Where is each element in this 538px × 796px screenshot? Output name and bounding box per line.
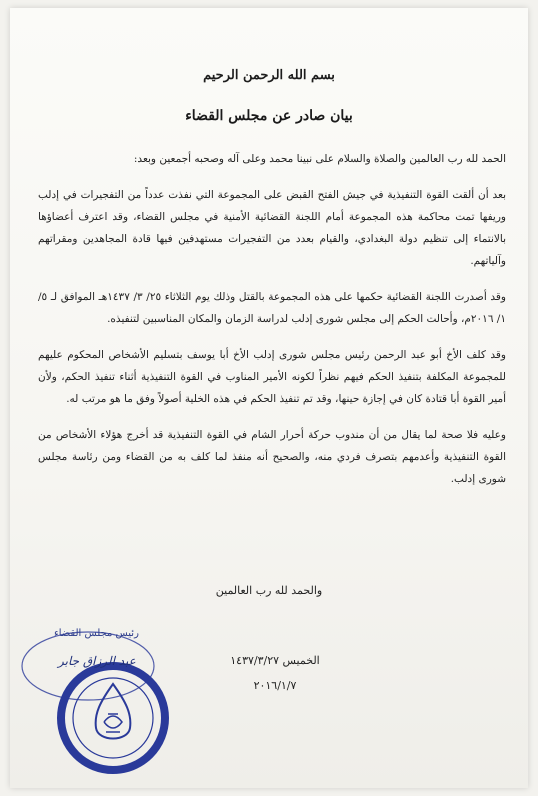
paragraph-opening: الحمد لله رب العالمين والصلاة والسلام على نبينا محمد وعلى آله وصحبه أجمعين وبعد: (133, 153, 506, 165)
basmala-heading: بسم الله الرحمن الرحيم (203, 68, 335, 83)
paragraph-arrest: بعد أن ألقت القوة التنفيذية في جيش الفتح القبض على المجموعة التي نفذت عدداً من التفجيرات في إدلب وريفها تمت محاكمة هذه المجموعة أمام اللجنة القضائية الأمنية في مجلس القضاء، وقد اعترف أعضاؤها بالانتماء إلى تنظيم دولة البغدادي، والقيام بعدد من التفجيرات مستهدفين فيها قادة المجاهدين ومقراتهم وآلياتهم. (38, 189, 506, 267)
document-page (10, 8, 528, 788)
paragraph-denial: وعليه فلا صحة لما يقال من أن مندوب حركة أحرار الشام في القوة التنفيذية قد أخرج هؤلاء الأشخاص من القوة التنفيذية وأعدمهم بتصرف فردي منه، والصحيح أنه منفذ لما كلف به من القضاء ومن رئاسة مجلس شورى إدلب. (38, 429, 506, 485)
date-block (215, 654, 335, 704)
signature-name: عبد الرزاق جابر (58, 654, 136, 668)
document-title: بيان صادر عن مجلس القضاء (185, 108, 353, 124)
official-stamp-icon (18, 618, 208, 778)
signature-stamp-area (18, 618, 208, 778)
paragraph-verdict: وقد أصدرت اللجنة القضائية حكمها على هذه المجموعة بالقتل وذلك يوم الثلاثاء ٢٥/ ٣/ ١٤٣٧هـ الموافق لـ ٥/ ١/ ٢٠١٦م، وأحالت الحكم إلى مجلس شورى إدلب لدراسة الزمان والمكان المناسبين لتنفيذه. (38, 291, 506, 325)
paragraph-execution: وقد كلف الأخ أبو عبد الرحمن رئيس مجلس شورى إدلب الأخ أبا يوسف بتسليم الأشخاص المحكوم عليهم للمجموعة المكلفة بتنفيذ الحكم فيهم نظراً لكونه الأمير المناوب في القوة التنفيذية أثناء تنفيذ الحكم، ولأن أمير القوة أبا قتادة كان في إجازة حينها، وقد تم تنفيذ الحكم في هذه الخلية أصولاً وفق ما هو مرتب له. (38, 349, 506, 405)
closing-line: والحمد لله رب العالمين (215, 584, 323, 597)
signature-title: رئيس مجلس القضاء (54, 628, 139, 639)
document-body (38, 148, 506, 504)
date-gregorian: ٢٠١٦/١/٧ (253, 679, 297, 692)
date-hijri: الخميس ١٤٣٧/٣/٢٧ (230, 654, 320, 667)
